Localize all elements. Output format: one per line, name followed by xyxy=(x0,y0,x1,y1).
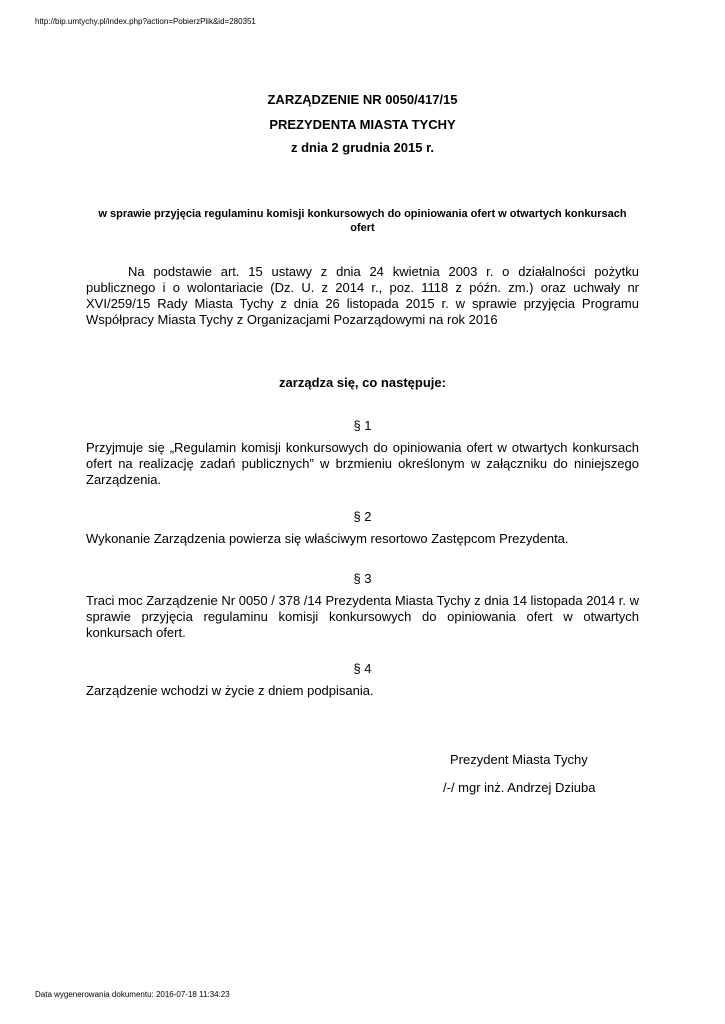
document-subject: w sprawie przyjęcia regulaminu komisji konkursowych do opiniowania ofert w otwartych konkursach ofert xyxy=(98,208,627,234)
section-2-label: § 2 xyxy=(353,509,372,524)
legal-basis-paragraph: Na podstawie art. 15 ustawy z dnia 24 kwietnia 2003 r. o działalności pożytku publicznego i o wolontariacie (Dz. U. z 2014 r., poz. 1118 z późn. zm.) oraz uchwały nr XVI/259/15 Rady Miasta Tychy z dnia 26 listopada 2015 r. w sprawie przyjęcia Programu Współpracy Miasta Tychy z Organizacjami Pozarządowymi na rok 2016 xyxy=(86,264,639,327)
generation-date-footer: Data wygenerowania dokumentu: 2016-07-18 11:34:23 xyxy=(35,990,230,999)
decides-heading: zarządza się, co następuje: xyxy=(279,375,446,390)
section-3-text: Traci moc Zarządzenie Nr 0050 / 378 /14 Prezydenta Miasta Tychy z dnia 14 listopada 2014 r. w sprawie przyjęcia regulaminu komisji konkursowych do opiniowania ofert w otwartych konkursach ofert. xyxy=(86,593,639,640)
document-date: z dnia 2 grudnia 2015 r. xyxy=(290,140,435,155)
document-title: ZARZĄDZENIE NR 0050/417/15 xyxy=(267,92,458,107)
section-2-text: Wykonanie Zarządzenia powierza się właściwym resortowo Zastępcom Prezydenta. xyxy=(86,531,569,546)
signature-title: Prezydent Miasta Tychy xyxy=(450,752,588,767)
section-1-text: Przyjmuje się „Regulamin komisji konkursowych do opiniowania ofert w otwartych konkursach ofert na realizację zadań publicznych” w brzmieniu określonym w załączniku do niniejszego Zarządzenia. xyxy=(86,440,639,487)
document-issuer: PREZYDENTA MIASTA TYCHY xyxy=(269,117,456,132)
section-4-text: Zarządzenie wchodzi w życie z dniem podpisania. xyxy=(86,683,374,698)
section-3-label: § 3 xyxy=(353,571,372,586)
source-url: http://bip.umtychy.pl/index.php?action=PobierzPlik&id=280351 xyxy=(35,17,256,26)
section-1-label: § 1 xyxy=(353,418,372,433)
section-4-label: § 4 xyxy=(353,661,372,676)
signature-name: /-/ mgr inż. Andrzej Dziuba xyxy=(443,780,596,795)
